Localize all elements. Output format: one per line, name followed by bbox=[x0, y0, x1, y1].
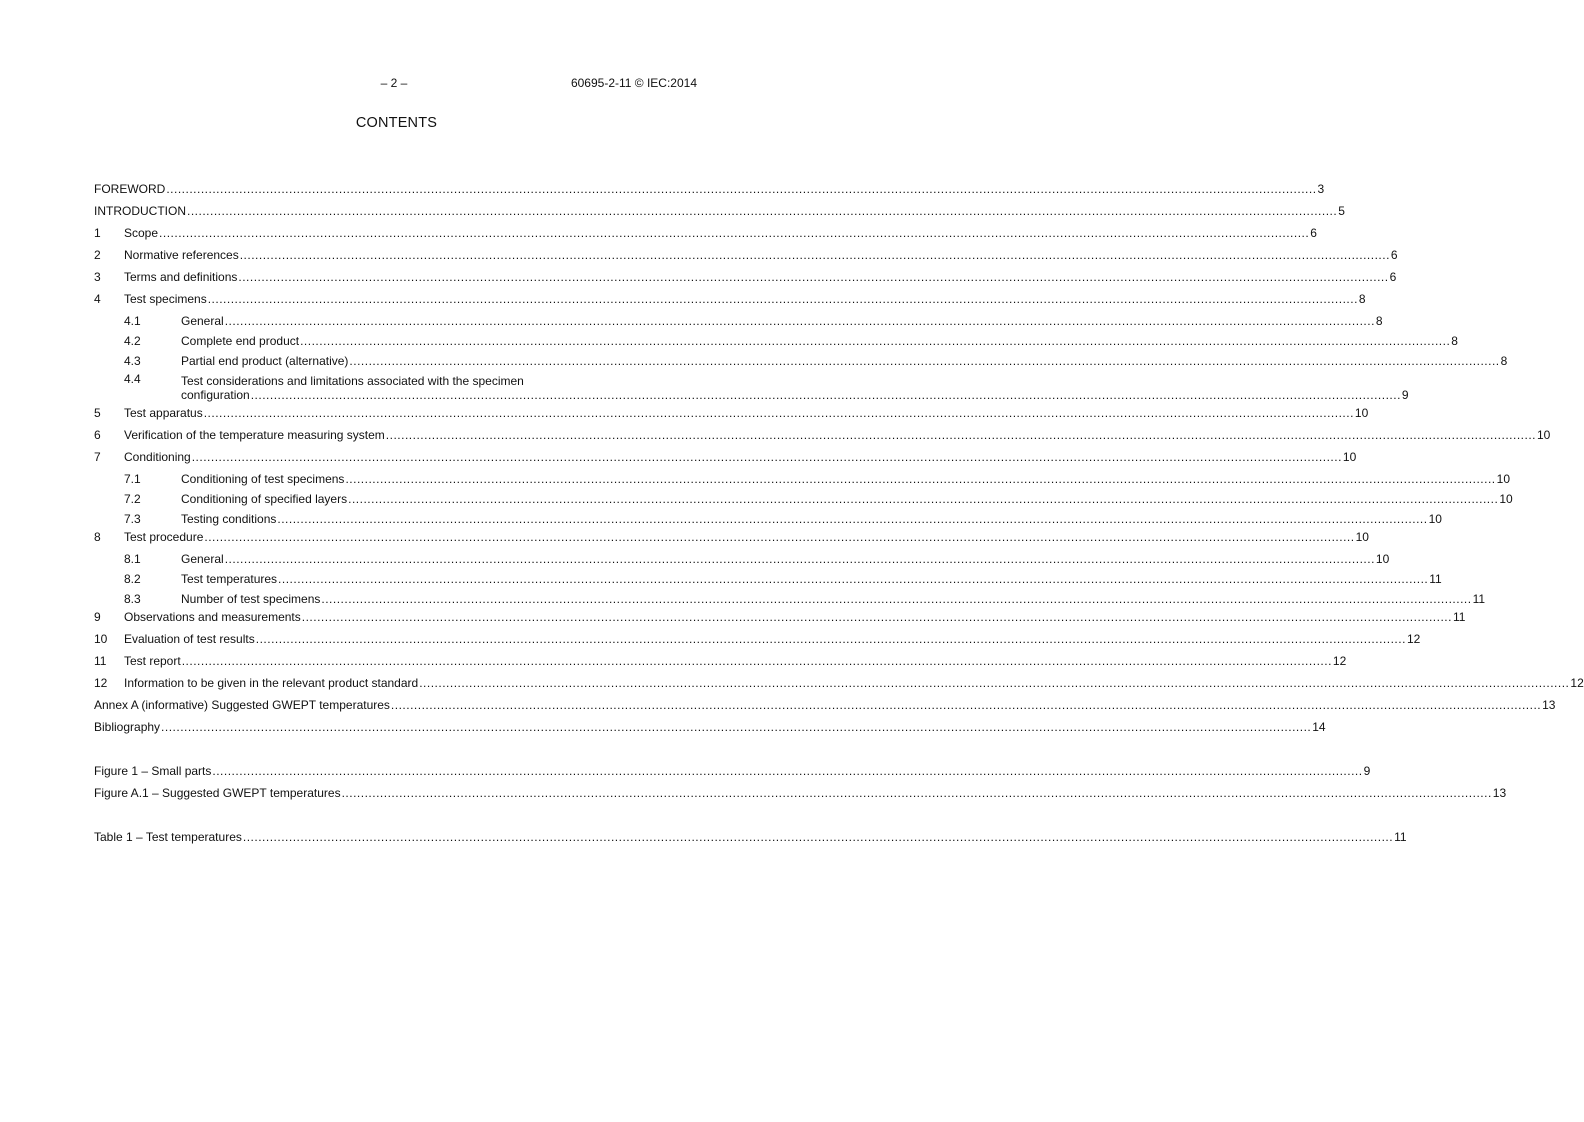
toc-entry-number: 4.2 bbox=[124, 334, 141, 348]
toc-entry-page: 9 bbox=[1401, 388, 1409, 402]
dot-leader bbox=[204, 406, 1354, 420]
toc-entry-label: Test report bbox=[124, 654, 181, 668]
toc-entry-page: 10 bbox=[1496, 472, 1510, 486]
toc-entry-page: 14 bbox=[1312, 720, 1326, 734]
toc-entry-page: 13 bbox=[1542, 698, 1556, 712]
toc-entry-label: Test specimens bbox=[124, 292, 207, 306]
dot-leader bbox=[302, 610, 1452, 624]
toc-entry-label: Test procedure bbox=[124, 530, 204, 544]
dot-leader bbox=[277, 512, 1427, 526]
figure-entry-label: Figure A.1 – Suggested GWEPT temperatures bbox=[94, 786, 341, 800]
toc-entry-number: 4.4 bbox=[124, 372, 141, 386]
toc-entry-7-3[interactable] bbox=[94, 510, 1442, 526]
toc-entry-label: Number of test specimens bbox=[181, 592, 321, 606]
toc-entry-label: Test considerations and limitations associated with the specimen bbox=[181, 374, 524, 388]
toc-entry-number: 12 bbox=[94, 676, 108, 690]
page-number: – 2 – bbox=[380, 76, 408, 90]
toc-entry-number: 8 bbox=[94, 530, 101, 544]
dot-leader bbox=[349, 354, 1499, 368]
toc-entry-number: 11 bbox=[94, 654, 107, 668]
toc-entry-1[interactable] bbox=[94, 224, 1317, 240]
toc-entry-label: General bbox=[181, 552, 224, 566]
toc-entry-label: Bibliography bbox=[94, 720, 161, 734]
toc-entry-page: 10 bbox=[1375, 552, 1390, 566]
table-entry-label: Table 1 – Test temperatures bbox=[94, 830, 242, 844]
dot-leader bbox=[161, 720, 1311, 734]
toc-entry-label: Test temperatures bbox=[181, 572, 278, 586]
toc-entry-label: General bbox=[181, 314, 224, 328]
dot-leader bbox=[251, 388, 1401, 402]
dot-leader bbox=[225, 552, 1375, 566]
toc-entry-label: FOREWORD bbox=[94, 182, 166, 196]
dot-leader bbox=[192, 450, 1342, 464]
figure-entry-page: 13 bbox=[1492, 786, 1507, 800]
toc-entry-label: Conditioning of test specimens bbox=[181, 472, 345, 486]
toc-entry-page: 11 bbox=[1429, 572, 1442, 586]
figure-entry-label: Figure 1 – Small parts bbox=[94, 764, 212, 778]
toc-entry-label: Partial end product (alternative) bbox=[181, 354, 349, 368]
dot-leader bbox=[278, 572, 1428, 586]
figure-list-entry[interactable] bbox=[94, 784, 1507, 800]
dot-leader bbox=[342, 786, 1492, 800]
dot-leader bbox=[204, 530, 1354, 544]
figure-list-entry[interactable] bbox=[94, 762, 1371, 778]
toc-entry-page: 10 bbox=[1342, 450, 1357, 464]
toc-entry-page: 11 bbox=[1452, 610, 1466, 624]
toc-entry-label: Test apparatus bbox=[124, 406, 203, 420]
dot-leader bbox=[208, 292, 1358, 306]
dot-leader bbox=[225, 314, 1375, 328]
table-list-entry[interactable] bbox=[94, 828, 1407, 844]
toc-entry-foreword[interactable] bbox=[94, 180, 1325, 196]
dot-leader bbox=[256, 632, 1406, 646]
toc-entry-8-2[interactable] bbox=[94, 570, 1442, 586]
dot-leader bbox=[321, 592, 1471, 606]
toc-entry-page: 12 bbox=[1332, 654, 1347, 668]
toc-entry-page: 5 bbox=[1338, 204, 1345, 218]
toc-entry-label: Evaluation of test results bbox=[124, 632, 255, 646]
dot-leader bbox=[182, 654, 1332, 668]
toc-entry-number: 1 bbox=[94, 226, 101, 240]
toc-entry-4[interactable] bbox=[94, 290, 1366, 306]
dot-leader bbox=[166, 182, 1316, 196]
dot-leader bbox=[159, 226, 1309, 240]
toc-entry-label: Normative references bbox=[124, 248, 239, 262]
toc-entry-6[interactable] bbox=[94, 426, 1551, 442]
toc-entry-number: 8.2 bbox=[124, 572, 141, 586]
toc-entry-5[interactable] bbox=[94, 404, 1369, 420]
toc-entry-number: 10 bbox=[94, 632, 108, 646]
toc-entry-page: 11 bbox=[1472, 592, 1486, 606]
toc-entry-2[interactable] bbox=[94, 246, 1398, 262]
toc-entry-8-3[interactable] bbox=[94, 590, 1486, 606]
toc-entry-label: Information to be given in the relevant product standard bbox=[124, 676, 419, 690]
toc-entry-number: 7.3 bbox=[124, 512, 141, 526]
toc-entry-page: 6 bbox=[1389, 270, 1397, 284]
toc-entry-page: 8 bbox=[1451, 334, 1458, 348]
toc-entry-9[interactable] bbox=[94, 608, 1466, 624]
dot-leader bbox=[300, 334, 1450, 348]
toc-entry-annex-a[interactable] bbox=[94, 696, 1556, 712]
toc-entry-number: 7.2 bbox=[124, 492, 141, 506]
toc-entry-page: 10 bbox=[1354, 406, 1369, 420]
dot-leader bbox=[240, 248, 1390, 262]
toc-entry-number: 4 bbox=[94, 292, 101, 306]
dot-leader bbox=[212, 764, 1362, 778]
toc-entry-page: 12 bbox=[1406, 632, 1421, 646]
toc-entry-label: Annex A (informative) Suggested GWEPT temperatures bbox=[94, 698, 390, 712]
page-title: CONTENTS bbox=[355, 115, 438, 131]
dot-leader bbox=[345, 472, 1495, 486]
toc-entry-label: INTRODUCTION bbox=[94, 204, 186, 218]
toc-entry-label: Conditioning of specified layers bbox=[181, 492, 348, 506]
table-entry-page: 11 bbox=[1394, 830, 1407, 844]
toc-entry-page: 10 bbox=[1499, 492, 1513, 506]
toc-entry-number: 8.1 bbox=[124, 552, 141, 566]
toc-entry-page: 8 bbox=[1375, 314, 1383, 328]
toc-entry-label: Conditioning bbox=[124, 450, 191, 464]
toc-entry-3[interactable] bbox=[94, 268, 1397, 284]
toc-entry-12[interactable] bbox=[94, 674, 1584, 690]
toc-entry-number: 7 bbox=[94, 450, 101, 464]
toc-entry-page: 8 bbox=[1500, 354, 1508, 368]
dot-leader bbox=[243, 830, 1393, 844]
toc-entry-4-2[interactable] bbox=[94, 332, 1458, 348]
toc-entry-page: 6 bbox=[1390, 248, 1398, 262]
toc-entry-7-1[interactable] bbox=[94, 470, 1510, 486]
toc-entry-8-1[interactable] bbox=[94, 550, 1390, 566]
toc-entry-8[interactable] bbox=[94, 528, 1369, 544]
toc-entry-page: 10 bbox=[1428, 512, 1442, 526]
toc-entry-page: 12 bbox=[1570, 676, 1584, 690]
toc-entry-number: 4.1 bbox=[124, 314, 141, 328]
document-id: 60695-2-11 © IEC:2014 bbox=[570, 76, 697, 90]
toc-entry-page: 6 bbox=[1310, 226, 1317, 240]
toc-entry-page: 8 bbox=[1358, 292, 1366, 306]
toc-entry-page: 10 bbox=[1537, 428, 1551, 442]
toc-entry-10[interactable] bbox=[94, 630, 1421, 646]
toc-entry-number: 9 bbox=[94, 610, 101, 624]
dot-leader bbox=[348, 492, 1498, 506]
toc-entry-number: 6 bbox=[94, 428, 101, 442]
toc-entry-4-3[interactable] bbox=[94, 352, 1508, 368]
toc-entry-7-2[interactable] bbox=[94, 490, 1513, 506]
toc-entry-label: Observations and measurements bbox=[124, 610, 301, 624]
toc-entry-label-continued: configuration bbox=[181, 388, 250, 402]
toc-entry-number: 2 bbox=[94, 248, 101, 262]
toc-entry-number: 3 bbox=[94, 270, 101, 284]
toc-entry-label: Testing conditions bbox=[181, 512, 277, 526]
dot-leader bbox=[187, 204, 1337, 218]
toc-entry-bibliography[interactable] bbox=[94, 718, 1326, 734]
toc-entry-label: Scope bbox=[124, 226, 159, 240]
dot-leader bbox=[386, 428, 1536, 442]
toc-entry-number: 5 bbox=[94, 406, 101, 420]
dot-leader bbox=[391, 698, 1541, 712]
toc-entry-11[interactable] bbox=[94, 652, 1347, 668]
toc-entry-4-1[interactable] bbox=[94, 312, 1383, 328]
toc-entry-page: 3 bbox=[1317, 182, 1325, 196]
dot-leader bbox=[238, 270, 1388, 284]
toc-entry-number: 7.1 bbox=[124, 472, 141, 486]
toc-entry-number: 4.3 bbox=[124, 354, 141, 368]
toc-entry-7[interactable] bbox=[94, 448, 1357, 464]
toc-entry-label: Terms and definitions bbox=[124, 270, 238, 284]
dot-leader bbox=[419, 676, 1569, 690]
toc-entry-label: Verification of the temperature measuring system bbox=[124, 428, 385, 442]
figure-entry-page: 9 bbox=[1363, 764, 1371, 778]
toc-entry-4-4[interactable] bbox=[94, 372, 1409, 402]
toc-entry-number: 8.3 bbox=[124, 592, 141, 606]
toc-entry-label: Complete end product bbox=[181, 334, 300, 348]
toc-entry-page: 10 bbox=[1355, 530, 1369, 544]
toc-entry-introduction[interactable] bbox=[94, 202, 1345, 218]
